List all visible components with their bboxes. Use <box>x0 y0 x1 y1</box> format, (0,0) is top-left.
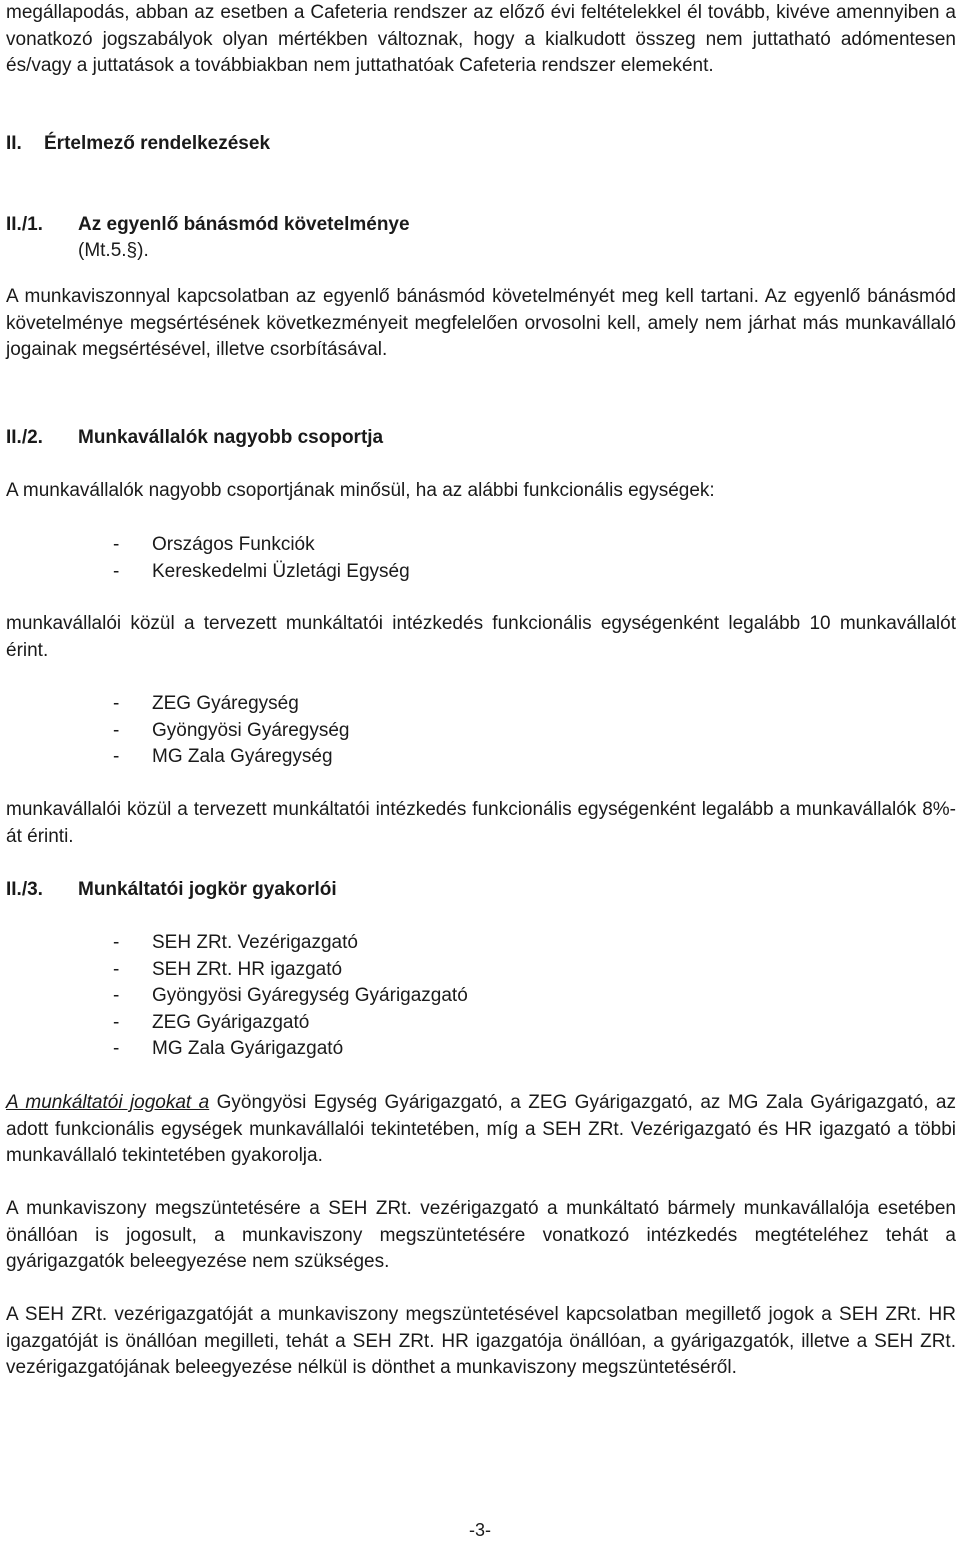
legal-reference: (Mt.5.§). <box>78 240 149 261</box>
subsection-title-ii-2: Munkavállalók nagyobb csoportja <box>78 427 384 448</box>
page-number: -3- <box>469 1520 491 1540</box>
list-item: - MG Zala Gyáregység <box>113 746 333 768</box>
emphasized-phrase: A munkáltatói jogokat a <box>6 1092 210 1113</box>
section-heading-ii <box>6 131 22 157</box>
unit-list-1 <box>113 532 410 585</box>
list-item: - ZEG Gyárigazgató <box>113 1011 310 1033</box>
list2-consequence-paragraph: munkavállalói közül a tervezett munkáltatói intézkedés funkcionális egységenként legalább a munkavállalók 8%-át érinti. <box>6 799 956 847</box>
employer-rights-list <box>113 930 468 1063</box>
list-item: - SEH ZRt. Vezérigazgató <box>113 932 358 953</box>
section-title-ii: Értelmező rendelkezések <box>44 133 271 154</box>
list-item: - MG Zala Gyárigazgató <box>113 1038 344 1060</box>
employer-rights-paragraph: A munkáltatói jogokat a Gyöngyösi Egység Gyárigazgató, a ZEG Gyárigazgató, az MG Zala Gyárigazgató, az adott funkcionális egységek munkavállalói tekintetében, míg a SEH ZRt. Vezérigazgató és HR igazgató a többi munkavállaló tekintetében gyakorolja. <box>6 1092 956 1167</box>
termination-paragraph: A munkaviszony megszüntetésére a SEH ZRt. vezérigazgató a munkáltató bármely munkavállalója esetében önállóan is jogosult, a munkaviszony megszüntetésére vonatkozó intézkedés megtételéhez tehát a gyárigazgatók beleegyezése nem szükséges. <box>6 1198 956 1273</box>
list-item: - SEH ZRt. HR igazgató <box>113 958 343 980</box>
equal-treatment-paragraph: A munkaviszonnyal kapcsolatban az egyenlő bánásmód követelményét meg kell tartani. Az egyenlő bánásmód követelménye megsértésének következményeit megfelelően orvosolni kell, amely nem járhat más munkavállaló jogainak megsértésével, illetve csorbításával. <box>6 286 956 361</box>
group-definition-lead: A munkavállalók nagyobb csoportjának minősül, ha az alábbi funkcionális egységek: <box>6 480 715 501</box>
list-item: - Gyöngyösi Gyáregység Gyárigazgató <box>113 985 468 1007</box>
subsection-number-ii-3: II./3. <box>6 879 43 900</box>
unit-list-2 <box>113 691 350 771</box>
list-item: - Országos Funkciók <box>113 534 315 555</box>
section-number: II. <box>6 133 22 154</box>
subsection-title-ii-1: Az egyenlő bánásmód követelménye <box>78 214 410 235</box>
list1-consequence-paragraph: munkavállalói közül a tervezett munkáltatói intézkedés funkcionális egységenként legalább 10 munkavállalót érint. <box>6 613 956 661</box>
list-item: - Kereskedelmi Üzletági Egység <box>113 560 410 582</box>
intro-paragraph: megállapodás, abban az esetben a Cafeteria rendszer az előző évi feltételekkel él tovább, kivéve amennyiben a vonatkozó jogszabályok olyan mértékben változnak, hogy a kialkudott összeg nem juttatható adómentesen és/vagy a juttatások a továbbiakban nem juttathatóak Cafeteria rendszer elemeként. <box>6 2 956 77</box>
list-item: - ZEG Gyáregység <box>113 693 299 714</box>
subsection-title-ii-3: Munkáltatói jogkör gyakorlói <box>78 879 337 900</box>
hr-director-paragraph: A SEH ZRt. vezérigazgatóját a munkaviszony megszüntetésével kapcsolatban megillető jogok a SEH ZRt. HR igazgatóját is önállóan megilleti, tehát a SEH ZRt. HR igazgatója önállóan, a gyárigazgatók, illetve a SEH ZRt. vezérigazgatójának beleegyezése nélkül is dönthet a munkaviszony megszüntetéséről. <box>6 1304 956 1379</box>
subsection-number-ii-1: II./1. <box>6 214 43 235</box>
subsection-number-ii-2: II./2. <box>6 427 43 448</box>
list-item: - Gyöngyösi Gyáregység <box>113 719 350 741</box>
